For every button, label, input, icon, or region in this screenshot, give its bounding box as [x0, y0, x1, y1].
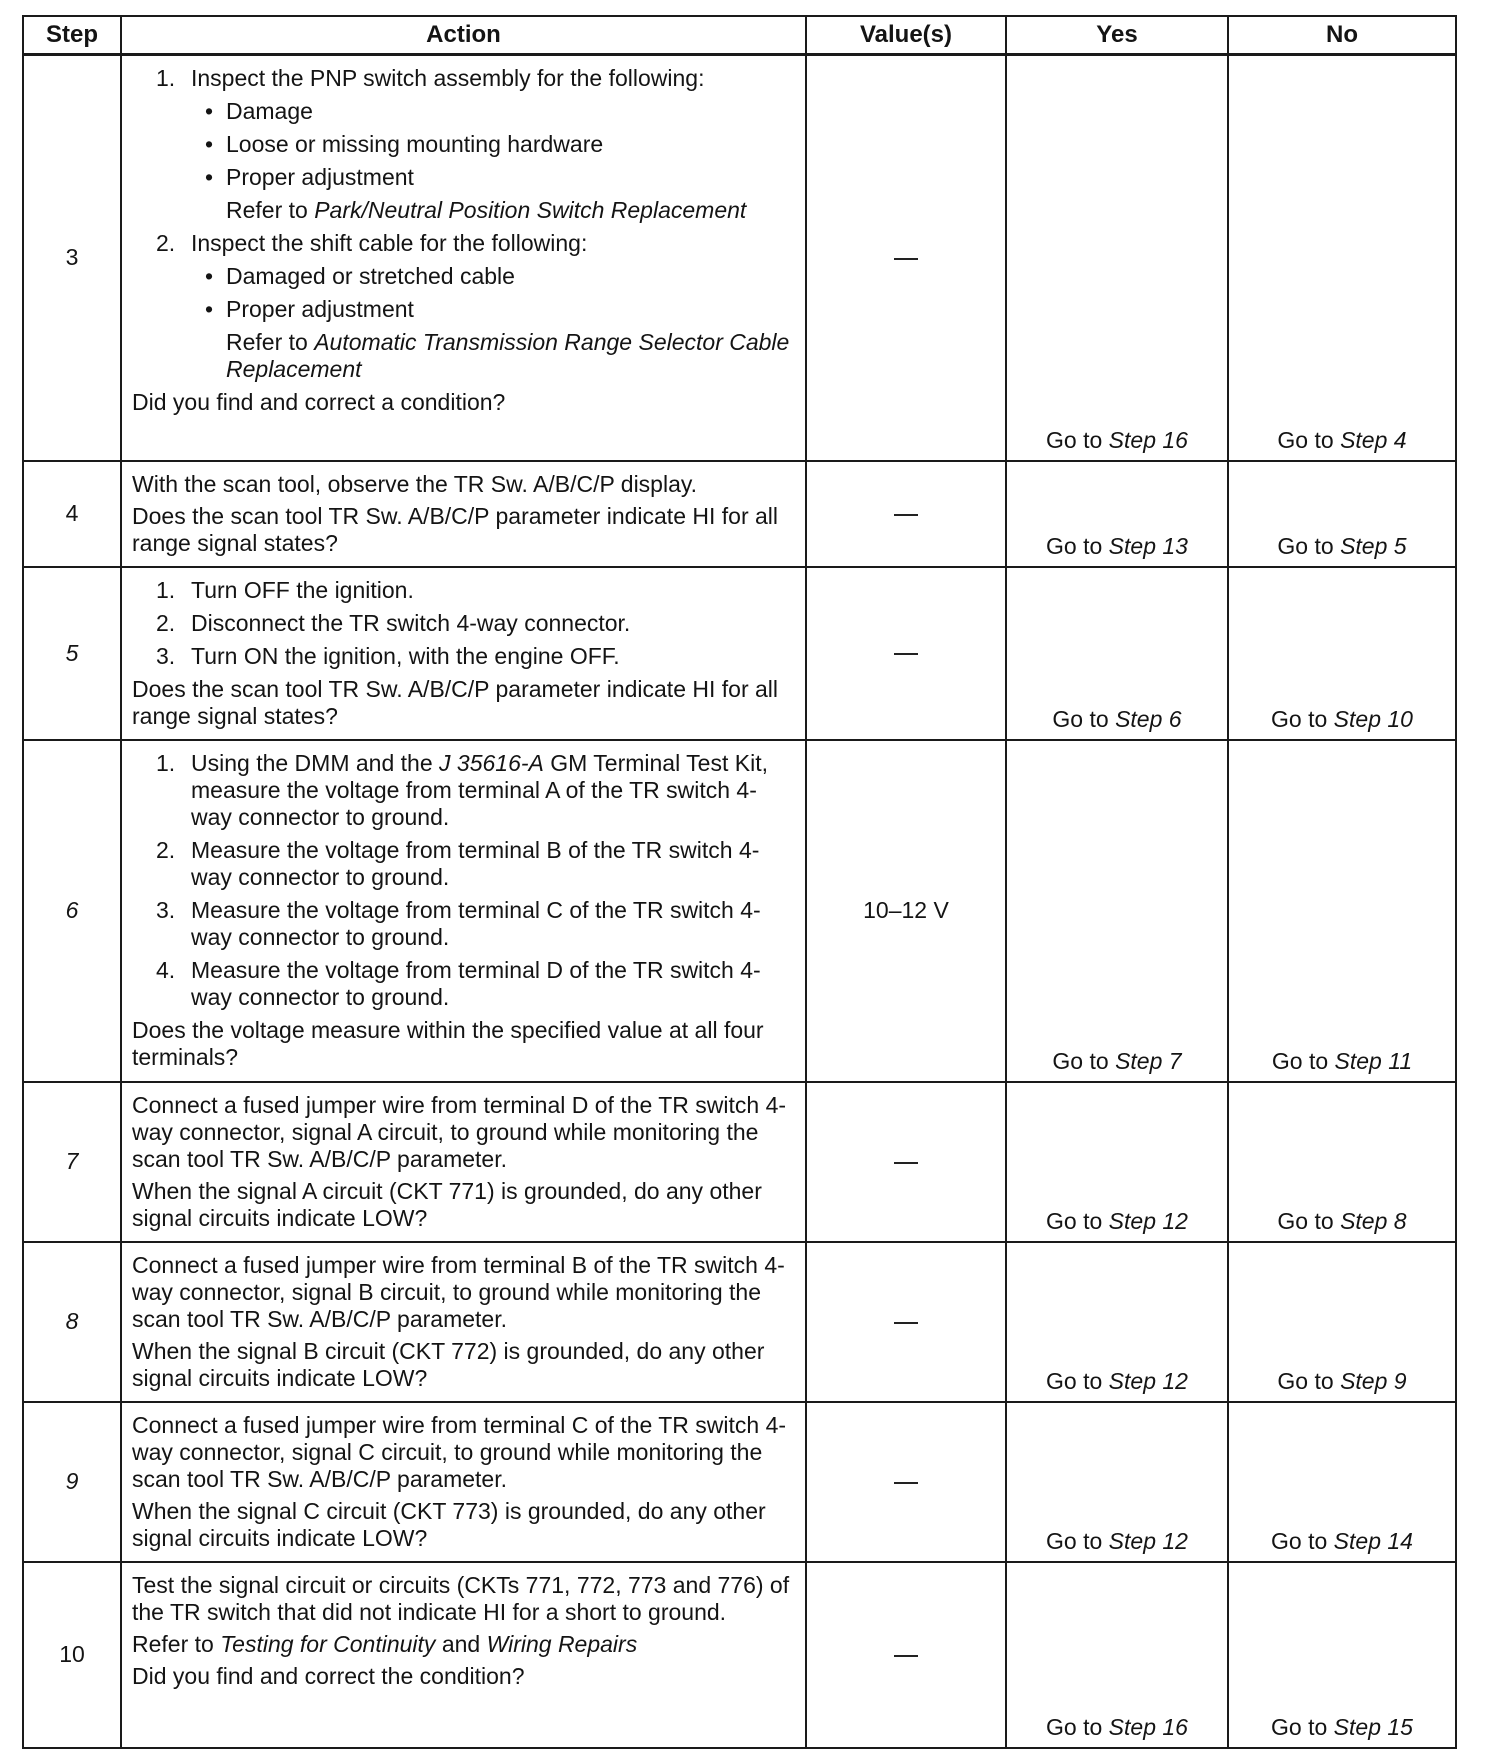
question-text: Did you find and correct a condition?: [132, 389, 506, 415]
action-cell: [121, 55, 806, 461]
question-text: Does the voltage measure within the specified value at all four terminals?: [132, 1016, 764, 1070]
action-text: Connect a fused jumper wire from terminal D of the TR switch 4-way connector, signal A circuit, to ground while monitoring the scan tool TR Sw. A/B/C/P parameter.: [132, 1091, 787, 1172]
numbered-item: 3. Measure the voltage from terminal C of the TR switch 4-way connector to ground.: [156, 896, 761, 950]
dash-value: [894, 1322, 918, 1324]
table-row-step-4: [23, 461, 1456, 567]
reference-note: Refer to Testing for Continuity and Wiring Repairs: [132, 1630, 638, 1657]
diagnostic-table: [22, 15, 1457, 1749]
yes-cell: Go to Step 12: [1006, 1402, 1228, 1562]
step-number: 8: [23, 1242, 121, 1402]
action-cell: [121, 1562, 806, 1748]
numbered-item: 2. Measure the voltage from terminal B of the TR switch 4-way connector to ground.: [156, 836, 760, 890]
question-text: Does the scan tool TR Sw. A/B/C/P parameter indicate HI for all range signal states?: [132, 502, 779, 556]
step-number: 3: [23, 55, 121, 461]
value-cell: [806, 567, 1006, 740]
header-yes: Yes: [1006, 16, 1228, 55]
yes-cell: Go to Step 12: [1006, 1242, 1228, 1402]
question-text: Does the scan tool TR Sw. A/B/C/P parameter indicate HI for all range signal states?: [132, 675, 779, 729]
header-action: Action: [121, 16, 806, 55]
yes-step-link[interactable]: Step 12: [1108, 1527, 1188, 1554]
action-cell: [121, 1402, 806, 1562]
action-text: Connect a fused jumper wire from terminal B of the TR switch 4-way connector, signal B circuit, to ground while monitoring the scan tool TR Sw. A/B/C/P parameter.: [132, 1251, 785, 1332]
yes-cell: Go to Step 13: [1006, 461, 1228, 567]
value-cell: [806, 55, 1006, 461]
value-cell: [806, 1402, 1006, 1562]
yes-cell: Go to Step 16: [1006, 1562, 1228, 1748]
yes-step-link[interactable]: Step 16: [1108, 426, 1188, 453]
question-text: Did you find and correct the condition?: [132, 1662, 525, 1689]
numbered-item: 3. Turn ON the ignition, with the engine OFF.: [156, 642, 620, 669]
reference-link[interactable]: Testing for Continuity: [220, 1630, 436, 1657]
no-cell: Go to Step 15: [1228, 1562, 1456, 1748]
yes-cell: Go to Step 7: [1006, 740, 1228, 1082]
no-step-link[interactable]: Step 5: [1340, 532, 1407, 559]
header-values: Value(s): [806, 16, 1006, 55]
dash-value: [894, 258, 918, 260]
yes-cell: Go to Step 16: [1006, 55, 1228, 461]
action-cell: [121, 740, 806, 1082]
numbered-item: 2. Inspect the shift cable for the following:: [156, 230, 588, 256]
table-row-step-5: [23, 567, 1456, 740]
table-row-step-3: [23, 55, 1456, 461]
bullet-item: • Proper adjustment: [205, 164, 414, 190]
action-cell: [121, 461, 806, 567]
header-no: No: [1228, 16, 1456, 55]
value-cell: 10–12 V: [806, 740, 1006, 1082]
no-step-link[interactable]: Step 9: [1340, 1367, 1407, 1394]
bullet-item: • Loose or missing mounting hardware: [205, 131, 604, 157]
tool-number: J 35616-A: [439, 749, 544, 776]
no-step-link[interactable]: Step 8: [1340, 1207, 1407, 1234]
bullet-item: • Proper adjustment: [205, 296, 414, 322]
action-text: Connect a fused jumper wire from terminal C of the TR switch 4-way connector, signal C circuit, to ground while monitoring the scan tool TR Sw. A/B/C/P parameter.: [132, 1411, 787, 1492]
numbered-item: 1. Using the DMM and the J 35616-A GM Terminal Test Kit, measure the voltage from terminal A of the TR switch 4-way connector to ground.: [156, 749, 768, 830]
no-step-link[interactable]: Step 11: [1334, 1047, 1413, 1074]
step-number: 9: [23, 1402, 121, 1562]
reference-note: Refer to Automatic Transmission Range Selector Cable Replacement: [226, 329, 790, 382]
value-cell: [806, 1242, 1006, 1402]
header-step: Step: [23, 16, 121, 55]
step-number: 4: [23, 461, 121, 567]
action-cell: [121, 567, 806, 740]
yes-step-link[interactable]: Step 7: [1115, 1047, 1182, 1074]
no-cell: Go to Step 14: [1228, 1402, 1456, 1562]
action-cell: [121, 1242, 806, 1402]
numbered-item: 2. Disconnect the TR switch 4-way connector.: [156, 609, 631, 636]
table-row-step-8: [23, 1242, 1456, 1402]
reference-link[interactable]: Automatic Transmission Range Selector Cable Replacement: [226, 329, 790, 382]
step-number: 10: [23, 1562, 121, 1748]
no-cell: Go to Step 11: [1228, 740, 1456, 1082]
action-text: Test the signal circuit or circuits (CKTs 771, 772, 773 and 776) of the TR switch that did not indicate HI for a short to ground.: [132, 1571, 790, 1625]
dash-value: [894, 1162, 918, 1164]
yes-cell: Go to Step 6: [1006, 567, 1228, 740]
reference-note: Refer to Park/Neutral Position Switch Replacement: [226, 197, 747, 223]
bullet-item: • Damage: [205, 98, 313, 124]
table-row-step-6: [23, 740, 1456, 1082]
action-text: With the scan tool, observe the TR Sw. A/B/C/P display.: [132, 470, 698, 497]
value-cell: [806, 1082, 1006, 1242]
bullet-item: • Damaged or stretched cable: [205, 263, 515, 289]
yes-step-link[interactable]: Step 13: [1108, 532, 1188, 559]
no-step-link[interactable]: Step 14: [1333, 1527, 1413, 1554]
question-text: When the signal B circuit (CKT 772) is grounded, do any other signal circuits indicate LOW?: [132, 1337, 765, 1391]
reference-link[interactable]: Park/Neutral Position Switch Replacement: [314, 197, 747, 223]
dash-value: [894, 514, 918, 516]
numbered-item: 4. Measure the voltage from terminal D of the TR switch 4-way connector to ground.: [156, 956, 761, 1010]
step-number: 6: [23, 740, 121, 1082]
action-cell: [121, 1082, 806, 1242]
reference-link[interactable]: Wiring Repairs: [486, 1630, 638, 1657]
no-cell: Go to Step 4: [1228, 55, 1456, 461]
dash-value: [894, 1482, 918, 1484]
no-step-link[interactable]: Step 4: [1340, 426, 1407, 453]
no-cell: Go to Step 5: [1228, 461, 1456, 567]
table-row-step-10: [23, 1562, 1456, 1748]
yes-cell: Go to Step 12: [1006, 1082, 1228, 1242]
yes-step-link[interactable]: Step 12: [1108, 1367, 1188, 1394]
table-row-step-9: [23, 1402, 1456, 1562]
step-number: 5: [23, 567, 121, 740]
step-number: 7: [23, 1082, 121, 1242]
yes-step-link[interactable]: Step 6: [1115, 705, 1182, 732]
no-cell: Go to Step 9: [1228, 1242, 1456, 1402]
dash-value: [894, 1655, 918, 1657]
no-cell: Go to Step 10: [1228, 567, 1456, 740]
numbered-item: 1. Inspect the PNP switch assembly for the following:: [156, 65, 705, 91]
value-cell: [806, 461, 1006, 567]
no-step-link[interactable]: Step 15: [1333, 1713, 1413, 1740]
numbered-item: 1. Turn OFF the ignition.: [156, 576, 414, 603]
table-row-step-7: [23, 1082, 1456, 1242]
no-step-link[interactable]: Step 10: [1333, 705, 1413, 732]
yes-step-link[interactable]: Step 16: [1108, 1713, 1188, 1740]
value-cell: [806, 1562, 1006, 1748]
no-cell: Go to Step 8: [1228, 1082, 1456, 1242]
question-text: When the signal A circuit (CKT 771) is grounded, do any other signal circuits indicate LOW?: [132, 1177, 762, 1231]
question-text: When the signal C circuit (CKT 773) is grounded, do any other signal circuits indicate LOW?: [132, 1497, 766, 1551]
dash-value: [894, 653, 918, 655]
yes-step-link[interactable]: Step 12: [1108, 1207, 1188, 1234]
table-header-row: [23, 16, 1456, 55]
